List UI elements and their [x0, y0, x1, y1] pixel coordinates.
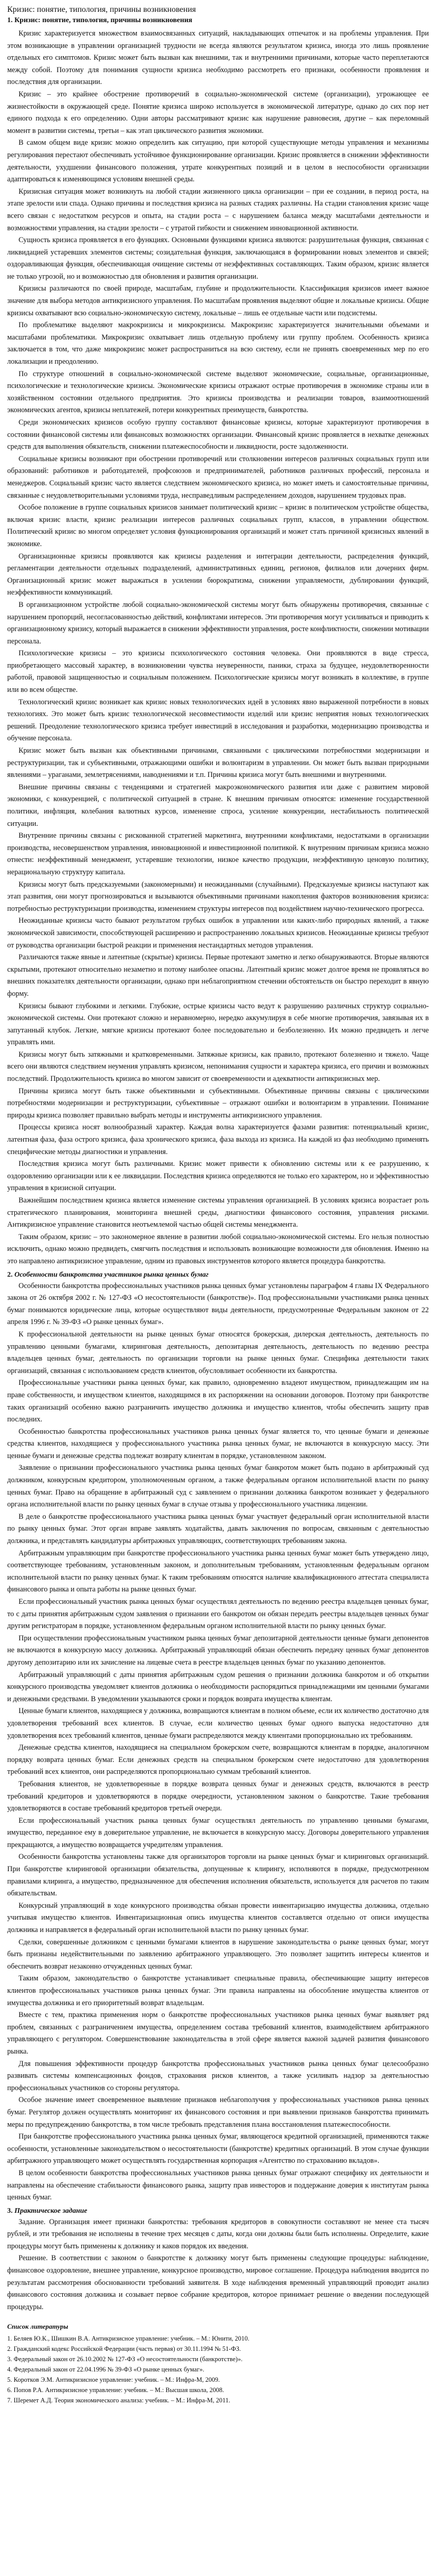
paragraph: При банкротстве профессионального участника рынка ценных бумаг, являющегося кредитной организацией, применяются также особенности, установленные законодательством о несостоятельности (банкротстве) кредитных организаций. В этом случае функции арбитражного управляющего может осуществлять государственная корпорация «Агентство по страхованию вкладов». — [7, 2132, 429, 2165]
paragraph: Кризис характеризуется множеством взаимосвязанных ситуаций, накладывающих отпечаток и на проблемы управления. При этом возникающие в управлении организацией трудности не всегда являются результатом кризиса, иногда это лишь проявление отдельных его симптомов. Кризис может быть вызван как внешними, так и внутренними причинами, которые часто переплетаются между собой. Поэтому для понимания сущности кризиса необходимо рассмотреть его признаки, особенности проявления и последствия для организации. — [7, 29, 429, 87]
paragraph: Особенностью банкротства профессиональных участников рынка ценных бумаг является то, что ценные бумаги и денежные средства клиентов, находящиеся у профессионального участника рынка ценных бумаг, не включаются в конкурсную массу. Эти ценные бумаги и денежные средства подлежат возврату клиентам в порядке, установленном законом. — [7, 1427, 429, 1460]
section-2-title: Особенности банкротства участников рынка ценных бумаг — [14, 1270, 209, 1279]
paragraph: Внутренние причины связаны с рискованной стратегией маркетинга, внутренними конфликтами, недостатками в организации производства, несовершенством управления, инновационной и инвестиционной политикой. К внутренним причинам кризиса можно отнести: неэффективный менеджмент, устаревшие технологии, низкое качество продукции, неэффективную ценовую политику, нерациональную структуру капитала. — [7, 832, 429, 876]
paragraph: Кризис может быть вызван как объективными причинами, связанными с циклическими потребностями модернизации и реструктуризации, так и субъективными, отражающими ошибки и волюнтаризм в управлении. Он может быть вызван природными явлениями – ураганами, землетрясениями, наводнениями и т.п. Причины кризиса могут быть внешними и внутренними. — [7, 747, 429, 779]
paragraph: Для повышения эффективности процедур банкротства профессиональных участников рынка ценных бумаг целесообразно развивать системы компенсационных фондов, страхования рисков клиентов, а также усиливать надзор за деятельностью профессиональных участников со стороны регулятора. — [7, 2059, 429, 2092]
paragraph: Технологический кризис возникает как кризис новых технологических идей в условиях явно выраженной потребности в новых технологиях. Это может быть кризис технологической несовместимости изделий или кризис неприятия новых технологических решений. Преодоление технологического кризиса требует инвестиций в исследования и разработки, модернизацию производства и обучение персонала. — [7, 698, 429, 743]
paragraph: Особенности банкротства профессиональных участников рынка ценных бумаг установлены параграфом 4 главы IX Федерального закона от 26 октября 2002 г. № 127-ФЗ «О несостоятельности (банкротстве)». Под профессиональными участниками рынка ценных бумаг понимаются юридические лица, которые осуществляют виды деятельности, предусмотренные Федеральным законом от 22 апреля 1996 г. № 39-ФЗ «О рынке ценных бумаг». — [7, 1281, 429, 1327]
paragraph: Организационные кризисы проявляются как кризисы разделения и интеграции деятельности, распределения функций, регламентации деятельности отдельных подразделений, административных единиц, регионов, филиалов или дочерних фирм. Организационный кризис может выражаться в усилении бюрократизма, снижении управляемости, дублировании функций, неэффективности коммуникаций. — [7, 552, 429, 597]
paragraph: Таким образом, кризис – это закономерное явление в развитии любой социально-экономической системы. Его нельзя полностью исключить, однако можно предвидеть, смягчить последствия и использовать возникающие возможности для обновления. Именно на это направлено антикризисное управление, одним из правовых инструментов которого является процедура банкротства. — [7, 1232, 429, 1265]
section-1-body — [7, 28, 429, 1268]
paragraph: Важнейшим последствием кризиса является изменение системы управления организацией. В условиях кризиса возрастает роль стратегического планирования, мониторинга внешней среды, диагностики финансового состояния, управления рисками. Антикризисное управление становится неотъемлемой частью общей системы менеджмента. — [7, 1196, 429, 1229]
paragraph: Социальные кризисы возникают при обострении противоречий или столкновении интересов различных социальных групп или образований: работников и работодателей, профсоюзов и предпринимателей, работников различных профессий, персонала и менеджеров. Социальный кризис часто является следствием экономического кризиса, но может иметь и самостоятельные причины, связанные с неудовлетворительными условиями труда, несправедливым распределением доходов, нарушением трудовых прав. — [7, 454, 429, 500]
paragraph: Неожиданные кризисы часто бывают результатом грубых ошибок в управлении или каких-либо природных явлений, а также экономической зависимости, способствующей расширению и распространению локальных кризисов. Неожиданные кризисы требуют от руководства организации быстрой реакции и применения нестандартных методов управления. — [7, 917, 429, 950]
paragraph: Если профессиональный участник рынка ценных бумаг осуществлял деятельность по управлению ценными бумагами, имущество, переданное ему в доверительное управление, не включается в конкурсную массу. Договоры доверительного управления прекращаются, а имущество возвращается учредителям управления. — [7, 1816, 429, 1849]
paragraph: Сделки, совершенные должником с ценными бумагами клиентов в нарушение законодательства о рынке ценных бумаг, могут быть признаны недействительными по заявлению арбитражного управляющего. Это позволяет защитить интересы клиентов и обеспечить возврат незаконно отчужденных ценных бумаг. — [7, 1938, 429, 1971]
paragraph: К профессиональной деятельности на рынке ценных бумаг относятся брокерская, дилерская деятельность, деятельность по управлению ценными бумагами, клиринговая деятельность, депозитарная деятельность, деятельность по ведению реестра владельцев ценных бумаг, деятельность по организации торговли на рынке ценных бумаг. Специфика деятельности таких организаций, связанная с использованием средств клиентов, обусловливает особенности их банкротства. — [7, 1330, 429, 1375]
paragraph: По проблематике выделяют макрокризисы и микрокризисы. Макрокризис характеризуется значительными объемами и масштабами проблематики. Микрокризис охватывает лишь отдельную проблему или группу проблем. Особенность кризиса заключается в том, что даже микрокризис может распространиться на всю систему, если не принять своевременных мер по его локализации и преодолению. — [7, 321, 429, 366]
paragraph: Кризисы могут быть предсказуемыми (закономерными) и неожиданными (случайными). Предсказуемые кризисы наступают как этап развития, они могут прогнозироваться и вызываются объективными причинами накопления факторов возникновения кризиса: потребностью реструктуризации производства, изменением структуры интересов под воздействием научно-технического прогресса. — [7, 880, 429, 913]
section-1-heading: 1. Кризис: понятие, типология, причины возникновения — [7, 16, 193, 24]
paragraph: Заявление о признании профессионального участника рынка ценных бумаг банкротом может быть подано в арбитражный суд должником, конкурсным кредитором, уполномоченным органом, а также федеральным органом исполнительной власти по рынку ценных бумаг. Право на обращение в арбитражный суд с заявлением о признании должника банкротом возникает у федерального органа исполнительной власти по рынку ценных бумаг в случае отзыва у профессионального участника лицензии. — [7, 1464, 429, 1509]
section-2-body — [7, 1280, 429, 2204]
paragraph: Различаются также явные и латентные (скрытые) кризисы. Первые протекают заметно и легко обнаруживаются. Вторые являются скрытыми, протекают относительно незаметно и потому наиболее опасны. Латентный кризис может долгое время не проявляться во внешних показателях деятельности организации, однако при неблагоприятном стечении обстоятельств он быстро переходит в явную форму. — [7, 953, 429, 998]
reference-item: 4. Федеральный закон от 22.04.1996 № 39-ФЗ «О рынке ценных бумаг». — [7, 2366, 204, 2374]
paragraph: Кризисы различаются по своей природе, масштабам, глубине и продолжительности. Классификация кризисов имеет важное значение для выбора методов антикризисного управления. По масштабам проявления выделяют общие и локальные кризисы. Общие кризисы охватывают всю социально-экономическую систему, локальные – лишь ее отдельные части или подсистемы. — [7, 284, 429, 317]
paragraph: Причины кризиса могут быть также объективными и субъективными. Объективные причины связаны с циклическими потребностями модернизации и реструктуризации, субъективные – отражают ошибки и волюнтаризм в управлении. Понимание природы кризиса позволяет правильно выбрать методы и инструменты антикризисного управления. — [7, 1087, 429, 1120]
paragraph: Конкурсный управляющий в ходе конкурсного производства обязан провести инвентаризацию имущества должника, отдельно учитывая имущество клиентов. Инвентаризационная опись имущества клиентов составляется отдельно от описи имущества должника и направляется в федеральный орган исполнительной власти по рынку ценных бумаг. — [7, 1901, 429, 1935]
reference-item: 3. Федеральный закон от 26.10.2002 № 127-ФЗ «О несостоятельности (банкротстве)». — [7, 2355, 243, 2363]
paragraph: Последствия кризиса могут быть различными. Кризис может привести к обновлению системы или к ее разрушению, к оздоровлению организации или к ее ликвидации. Последствия кризиса определяются не только его характером, но и эффективностью управления в кризисной ситуации. — [7, 1160, 429, 1193]
section-3-number: 3. — [7, 2207, 13, 2215]
paragraph: Кризис – это крайнее обострение противоречий в социально-экономической системе (организации), угрожающее ее жизнестойкости в окружающей среде. Понятие кризиса широко используется в экономической литературе, однако до сих пор нет единого подхода к его определению. Одни авторы рассматривают кризис как нарушение равновесия, другие – как переломный момент в развитии системы, третьи – как этап циклического развития экономики. — [7, 90, 429, 135]
paragraph: Ценные бумаги клиентов, находящиеся у должника, возвращаются клиентам в полном объеме, если их количество достаточно для удовлетворения требований всех клиентов. В случае, если количество ценных бумаг одного выпуска недостаточно для удовлетворения всех требований клиентов, ценные бумаги распределяются между клиентами пропорционально их требованиям. — [7, 1707, 429, 1740]
paragraph: В организационном устройстве любой социально-экономической системы могут быть обнаружены противоречия, связанные с нарушением пропорций, несогласованностью действий, конфликтами интересов. Эти противоречия могут усиливаться и приводить к организационному кризису, который выражается в снижении эффективности управления, росте конфликтности, снижении мотивации персонала. — [7, 600, 429, 646]
reference-item: 5. Коротков Э.М. Антикризисное управление: учебник. – М.: Инфра-М, 2009. — [7, 2376, 220, 2384]
paragraph: Денежные средства клиентов, находящиеся на специальном брокерском счете, возвращаются клиентам в порядке, аналогичном порядку возврата ценных бумаг. Если денежных средств на специальном брокерском счете недостаточно для удовлетворения требований всех клиентов, они распределяются пропорционально суммам требований клиентов. — [7, 1743, 429, 1776]
paragraph: Психологические кризисы – это кризисы психологического состояния человека. Они проявляются в виде стресса, приобретающего массовый характер, в возникновении чувства неуверенности, паники, страха за будущее, неудовлетворенности работой, правовой защищенностью и социальным положением. Психологические кризисы могут возникать в коллективе, в группе или во всем обществе. — [7, 649, 429, 694]
reference-item: 1. Беляев Ю.К., Шишкин В.А. Антикризисное управление: учебник. – М.: Юнити, 2010. — [7, 2335, 250, 2343]
paragraph: Особое значение имеет своевременное выявление признаков неблагополучия у профессиональных участников рынка ценных бумаг. Регулятор должен осуществлять мониторинг их финансового состояния и при выявлении признаков банкротства принимать меры по предупреждению банкротства, в том числе требовать представления плана восстановления платежеспособности. — [7, 2096, 429, 2129]
paragraph: Внешние причины связаны с тенденциями и стратегией макроэкономического развития или даже с развитием мировой экономики, с конкуренцией, с политической ситуацией в стране. К внешним причинам относятся: изменение государственной политики, инфляция, колебания валютных курсов, изменение спроса, усиление конкуренции, нестабильность политической ситуации. — [7, 783, 429, 828]
paragraph: Сущность кризиса проявляется в его функциях. Основными функциями кризиса являются: разрушительная функция, связанная с ликвидацией устаревших элементов системы; созидательная функция, заключающаяся в формировании новых элементов и связей; оздоравливающая функция, обеспечивающая очищение системы от неэффективных составляющих. Таким образом, кризис является не только угрозой, но и возможностью для обновления и развития организации. — [7, 236, 429, 281]
paragraph: Особое положение в группе социальных кризисов занимает политический кризис – кризис в политическом устройстве общества, включая кризис власти, кризис реализации интересов различных социальных групп, классов, в управлении обществом. Политический кризис во многом определяет условия функционирования организаций и может стать причиной кризисных явлений в экономике. — [7, 503, 429, 548]
paragraph: Особенности банкротства установлены также для организаторов торговли на рынке ценных бумаг и клиринговых организаций. При банкротстве клиринговой организации обязательства, допущенные к клирингу, исполняются в порядке, предусмотренном правилами клиринга, а имущество, предназначенное для обеспечения исполнения обязательств, используется для расчетов по таким обязательствам. — [7, 1853, 429, 1898]
reference-item: 6. Попов Р.А. Антикризисное управление: учебник. – М.: Высшая школа, 2008. — [7, 2386, 224, 2394]
paragraph: Арбитражным управляющим при банкротстве профессионального участника рынка ценных бумаг может быть утверждено лицо, соответствующее требованиям, установленным законом, и дополнительным требованиям, установленным федеральным органом исполнительной власти по рынку ценных бумаг. К таким требованиям относятся наличие квалификационного аттестата специалиста финансового рынка и опыта работы на рынке ценных бумаг. — [7, 1549, 429, 1594]
section-3-heading — [7, 2207, 429, 2215]
paragraph: В самом общем виде кризис можно определить как ситуацию, при которой существующие методы управления и механизмы регулирования перестают обеспечивать устойчивое функционирование организации. Кризис проявляется в снижении эффективности деятельности, ухудшении финансового положения, утрате конкурентных позиций и в целом в неспособности организации адаптироваться к изменяющимся условиям внешней среды. — [7, 139, 429, 184]
section-3-body — [7, 2216, 429, 2314]
reference-item: 7. Шеремет А.Д. Теория экономического анализа: учебник. – М.: Инфра-М, 2011. — [7, 2397, 231, 2404]
paragraph: Арбитражный управляющий с даты принятия арбитражным судом решения о признании должника банкротом и об открытии конкурсного производства уведомляет клиентов должника о необходимости распорядиться принадлежащими им ценными бумагами и денежными средствами. В уведомлении указываются сроки и порядок возврата имущества клиентам. — [7, 1670, 429, 1703]
section-3-title: Практическое задание — [14, 2207, 88, 2215]
paragraph: Среди экономических кризисов особую группу составляют финансовые кризисы, которые характеризуют противоречия в состоянии финансовой системы или финансовых возможностях организации. Финансовый кризис проявляется в нехватке денежных средств для выполнения обязательств, снижении платежеспособности и ликвидности, росте задолженности. — [7, 418, 429, 451]
paragraph: Решение. В соответствии с законом о банкротстве к должнику могут быть применены следующие процедуры: наблюдение, финансовое оздоровление, внешнее управление, конкурсное производство, мировое соглашение. Процедура наблюдения вводится по результатам рассмотрения обоснованности требований заявителя. В ходе наблюдения временный управляющий проводит анализ финансового состояния должника и созывает первое собрание кредиторов, которое принимает решение о введении последующей процедуры. — [7, 2254, 429, 2311]
paragraph: Требования клиентов, не удовлетворенные в порядке возврата ценных бумаг и денежных средств, включаются в реестр требований кредиторов и удовлетворяются в порядке очередности, установленном законом о банкротстве. Такие требования удовлетворяются в составе требований кредиторов третьей очереди. — [7, 1780, 429, 1813]
paragraph: Кризисы бывают глубокими и легкими. Глубокие, острые кризисы часто ведут к разрушению различных структур социально-экономической системы. Они протекают сложно и неравномерно, нередко аккумулируя в себе многие противоречия, завязывая их в запутанный клубок. Легкие, мягкие кризисы протекают более последовательно и безболезненно. Их можно предвидеть и легче управлять ими. — [7, 1002, 429, 1047]
references-list — [7, 2334, 429, 2405]
paragraph: Кризисы могут быть затяжными и кратковременными. Затяжные кризисы, как правило, протекают болезненно и тяжело. Чаще всего они являются следствием неумения управлять кризисом, непонимания сущности и характера кризиса, его причин и возможных последствий. Продолжительность кризиса во многом зависит от своевременности и адекватности антикризисных мер. — [7, 1050, 429, 1083]
paragraph: В деле о банкротстве профессионального участника рынка ценных бумаг участвует федеральный орган исполнительной власти по рынку ценных бумаг. Этот орган вправе заявлять ходатайства, давать заключения по вопросам, связанным с деятельностью должника, и представлять кандидатуры арбитражных управляющих, соответствующих требованиям закона. — [7, 1512, 429, 1546]
paragraph: По структуре отношений в социально-экономической системе выделяют экономические, социальные, организационные, психологические и технологические кризисы. Экономические кризисы отражают острые противоречия в экономике страны или в хозяйственном состоянии отдельного предприятия. Это кризисы производства и реализации товаров, взаимоотношений экономических агентов, кризисы неплатежей, потери конкурентных преимуществ, банкротства. — [7, 369, 429, 415]
paragraph: Процессы кризиса носят волнообразный характер. Каждая волна характеризуется фазами развития: потенциальный кризис, латентная фаза, фаза острого кризиса, фаза хронического кризиса, фаза выхода из кризиса. На каждой из фаз необходимо применять специфические методы диагностики и управления. — [7, 1123, 429, 1156]
document-title: Кризис: понятие, типология, причины возникновения — [7, 5, 196, 14]
section-2-number: 2. — [7, 1270, 13, 1279]
references-heading: Список литературы — [7, 2323, 68, 2331]
paragraph: Профессиональные участники рынка ценных бумаг, как правило, одновременно владеют имуществом, принадлежащим им на праве собственности, и имуществом клиентов, находящимся в их распоряжении на основании договоров. Поэтому при банкротстве таких организаций особенно важно разграничить имущество должника и имущество клиентов, чтобы обеспечить защиту прав последних. — [7, 1379, 429, 1424]
paragraph: Если профессиональный участник рынка ценных бумаг осуществлял деятельность по ведению реестра владельцев ценных бумаг, то с даты принятия арбитражным судом заявления о признании его банкротом он обязан передать реестры владельцев ценных бумаг другим регистраторам в порядке, установленном федеральным органом исполнительной власти по рынку ценных бумаг. — [7, 1598, 429, 1631]
section-2-heading — [7, 1271, 429, 1279]
paragraph: При осуществлении профессиональным участником рынка ценных бумаг депозитарной деятельности ценные бумаги депонентов не включаются в конкурсную массу должника. Арбитражный управляющий обязан обеспечить передачу ценных бумаг депонентов другому депозитарию или их зачисление на лицевые счета в реестре владельцев ценных бумаг по указанию депонентов. — [7, 1634, 429, 1667]
paragraph: Таким образом, законодательство о банкротстве устанавливает специальные правила, обеспечивающие защиту интересов клиентов профессиональных участников рынка ценных бумаг. Эти правила направлены на обособление имущества клиентов от имущества должника и его приоритетный возврат владельцам. — [7, 1974, 429, 2007]
paragraph: Вместе с тем, практика применения норм о банкротстве профессиональных участников рынка ценных бумаг выявляет ряд проблем, связанных с разграничением имущества, определением состава требований клиентов, взаимодействием арбитражного управляющего с регулятором. Совершенствование законодательства в этой сфере является важной задачей развития финансового рынка. — [7, 2011, 429, 2056]
paragraph: Кризисная ситуация может возникнуть на любой стадии жизненного цикла организации – при ее создании, в период роста, на этапе зрелости или спада. Однако причины и последствия кризиса на разных стадиях различны. На стадии становления кризис чаще всего связан с недостатком ресурсов и опыта, на стадии роста – с нарушением баланса между масштабами деятельности и возможностями управления, на стадии зрелости – с утратой гибкости и снижением инновационной активности. — [7, 187, 429, 232]
paragraph: В целом особенности банкротства профессиональных участников рынка ценных бумаг отражают специфику их деятельности и направлены на обеспечение стабильности финансового рынка, защиту прав инвесторов и поддержание доверия к институтам рынка ценных бумаг. — [7, 2168, 429, 2202]
reference-item: 2. Гражданский кодекс Российской Федерации (часть первая) от 30.11.1994 № 51-ФЗ. — [7, 2345, 241, 2353]
paragraph: Задание. Организация имеет признаки банкротства: требования кредиторов в совокупности составляют не менее ста тысяч рублей, и эти требования не исполнены в течение трех месяцев с даты, когда они должны были быть исполнены. Определите, какие процедуры могут быть применены к должнику и каков порядок их введения. — [7, 2217, 429, 2250]
